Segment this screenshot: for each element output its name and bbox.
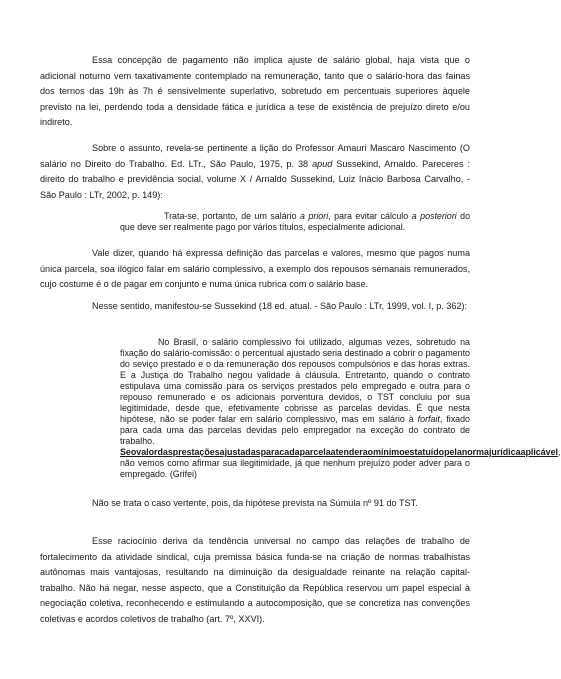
paragraph-vale-dizer: Vale dizer, quando há expressa definição das parcelas e valores, mesmo que pagos numa única parcela, soa ilógico falar em salário complessivo, a exemplo dos repousos semanais remunerados, cujo costume é o de pagar em conjunto e numa única rubrica com o salário base. — [40, 248, 470, 290]
underlined-emphasis: Seovalordasprestaçõesajustadasparacadaparcelaatenderaomínimoestatuídopelanormajurídicaaplicável — [120, 447, 559, 457]
paragraph-night-shift: Essa concepção de pagamento não implica ajuste de salário global, haja vista que o adicional noturno vem taxativamente contemplado na remuneração, tanto que o salário-hora das fainas dos ternos das 19h às 7h é sensivelmente superlativo, sobretudo em percentuais superiores àquele previsto na lei, perdendo toda a densidade fática e jurídica a tese de existência de prejuízo direto e/ou indireto. — [40, 55, 470, 128]
block-quote-sussekind: No Brasil, o salário complessivo foi utilizado, algumas vezes, sobretudo na fixação do salário-comissão: o percentual ajustado seria destinado a cobrir o pagamento do seviço prestado e o da remuneração dos repousos compulsórios e das horas extras. E a Justiça do Trabalho negou validade à cláusula. Entretanto, quando o contrato estipulava uma comissão para os serviços prestados pelo empregado e outra para o repouso remunerado e os adicionais porventura devidos, o TST concluiu por sua legitimidade, desde que, efetivamente cobrisse as parcelas devidas. É que nesta hipótese, não se poder falar em salário complessivo, mas em salário à forfait, fixado para cada uma das parcelas devidas pelo empregador na exceção do contrato de trabalho. Seovalordasprestaçõesajustadasparacadaparcelaatenderaomínimoestatuídopelanormajurídicaaplicável, não vemos como afirmar sua ilegitimidade, já que nenhum prejuízo poder adver para o empregado. (Grifei) — [120, 337, 561, 479]
paragraph-sussekind-intro: Nesse sentido, manifestou-se Sussekind (18 ed. atual. - São Paulo : LTr, 1999, vol. I, p. 362): — [92, 301, 468, 311]
block-quote-a-priori: Trata-se, portanto, de um salário a priori, para evitar cálculo a posteriori do que deve ser realmente pago por vários títulos, especialmente adicional. — [120, 211, 471, 232]
paragraph-sindical: Esse raciocínio deriva da tendência universal no campo das relações de trabalho de fortalecimento da atividade sindical, cuja premissa básica funda-se na criação de normas trabalhistas autônomas mais vantajosas, resultando na diminuição da desigualdade reinante na relação capital-trabalho. Não há negar, nesse aspecto, que a Constituição da República reservou um papel especial à negociação coletiva, reconhecendo e estimulando a autocomposição, que se concretiza nas convenções coletivas e acordos coletivos de trabalho (art. 7º, XXVI). — [40, 536, 470, 624]
paragraph-sumula-91: Não se trata o caso vertente, pois, da hipótese prevista na Súmula nº 91 do TST. — [92, 498, 418, 508]
paragraph-amauri-citation: Sobre o assunto, revela-se pertinente a lição do Professor Amauri Mascaro Nascimento (O salário no Direito do Trabalho. Ed. LTr., São Paulo, 1975, p. 38 apud Sussekind, Arnaldo. Pareceres : direito do trabalho e previdência social, volume X / Arnaldo Sussekind, Luiz Inácio Barbosa Carvalho, - São Paulo : LTr, 2002, p. 149): — [40, 143, 471, 200]
